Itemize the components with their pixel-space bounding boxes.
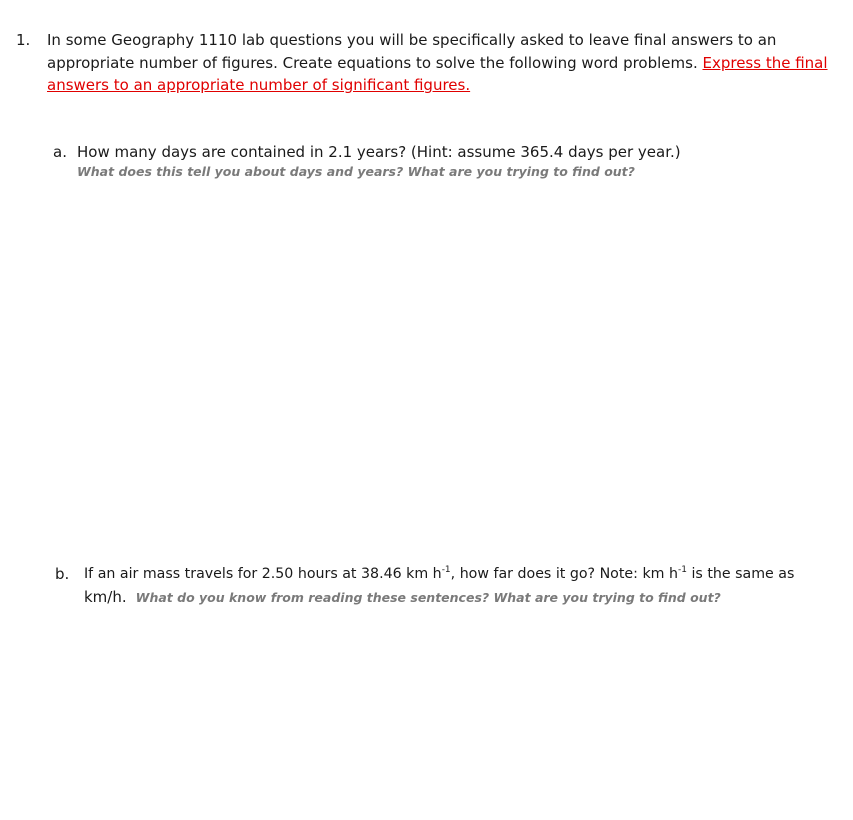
question-1-instructions: In some Geography 1110 lab questions you will be specifically asked to leave final answers to an appropriate number of figures. Create equations to solve the following word problems. (47, 31, 777, 72)
part-b-question-3: is the same as (686, 566, 795, 582)
part-b-question-2: , how far does it go? Note: km h (450, 566, 678, 582)
part-a-label: a. (53, 143, 67, 161)
question-1-emphasis: Express the final answers to an appropriate number of significant figures. (47, 53, 828, 94)
part-b-body (84, 563, 844, 609)
part-a-body (77, 141, 827, 181)
part-b-superscript-1: -1 (441, 565, 451, 575)
part-b-question-1: If an air mass travels for 2.50 hours at 38.46 km h (84, 566, 442, 582)
part-b-hint: What do you know from reading these sentences? What are you trying to find out? (135, 589, 721, 605)
part-b-label: b. (55, 565, 70, 583)
part-a-question: How many days are contained in 2.1 years? (Hint: assume 365.4 days per year.) (77, 143, 681, 161)
part-a-hint: What does this tell you about days and years? What are you trying to find out? (77, 164, 635, 179)
part-b-question-line2: km/h. (84, 587, 127, 606)
part-b-superscript-2: -1 (677, 565, 687, 575)
question-number: 1. (16, 31, 31, 49)
question-1-text (47, 29, 847, 97)
